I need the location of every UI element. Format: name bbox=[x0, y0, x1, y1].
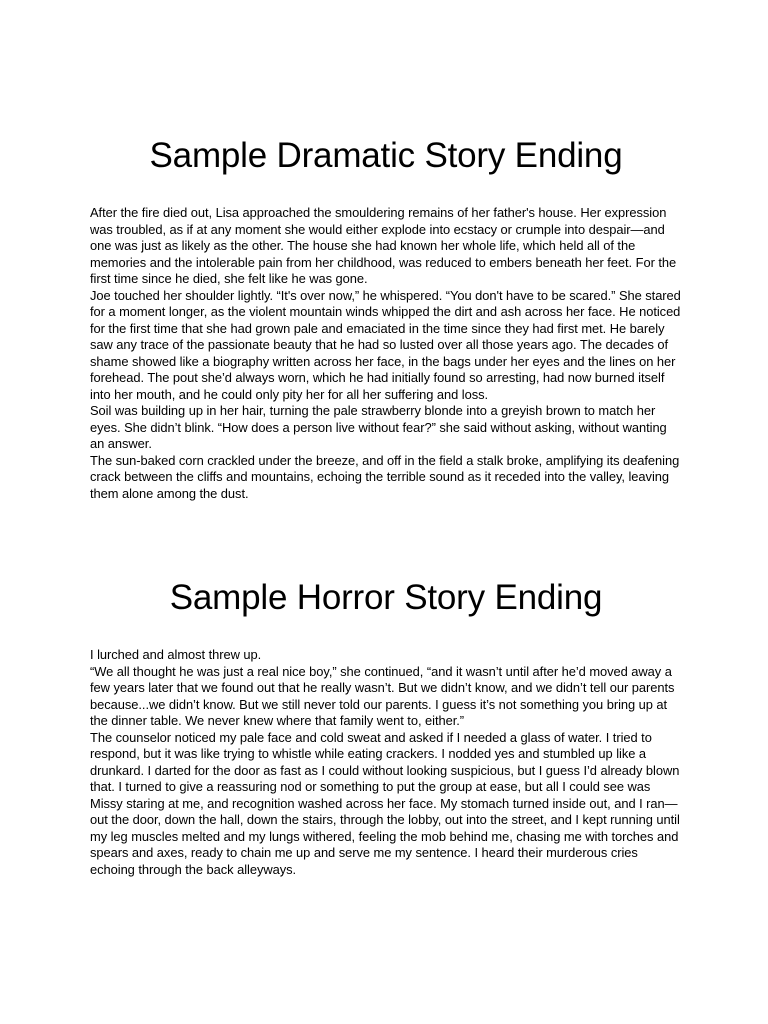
paragraph: Joe touched her shoulder lightly. “It's over now,” he whispered. “You don't have to be scared.” She stared for a moment longer, as the violent mountain winds whipped the dirt and ash across her face. He noticed for the first time that she had grown pale and emaciated in the time since they had first met. He barely saw any trace of the passionate beauty that he had so lusted over all those years ago. The decades of shame showed like a biography written across her face, in the bags under her eyes and the lines on her forehead. The pout she’d always worn, which he had initially found so arresting, had now burned itself into her mouth, and he could only pity her for all her suffering and loss. bbox=[90, 287, 681, 402]
paragraph: The counselor noticed my pale face and cold sweat and asked if I needed a glass of water. I tried to respond, but it was like trying to whistle while eating crackers. I nodded yes and stumbled up like a drunkard. I darted for the door as fast as I could without looking suspicious, but I guess I’d already blown that. I turned to give a reassuring nod or something to put the group at ease, but all I could see was Missy staring at me, and recognition washed across her face. My stomach turned inside out, and I ran—out the door, down the hall, down the stairs, through the lobby, out into the street, and I kept running until my leg muscles melted and my lungs withered, feeling the mob behind me, chasing me with torches and spears and axes, ready to chain me up and serve me my sentence. I heard their murderous cries echoing through the back alleyways. bbox=[90, 729, 680, 877]
horror-ending-section bbox=[90, 578, 682, 878]
paragraph: After the fire died out, Lisa approached the smouldering remains of her father's house. Her expression was troubled, as if at any moment she would either explode into ecstacy or crumple into despair—and one was just as likely as the other. The house she had known her whole life, which held all of the memories and the intolerable pain from her childhood, was reduced to embers beneath her feet. For the first time since he died, she felt like he was gone. bbox=[90, 205, 677, 286]
paragraph: I lurched and almost threw up. bbox=[90, 647, 262, 662]
paragraph: “We all thought he was just a real nice boy,” she continued, “and it wasn’t until after he’d moved away a few years later that we found out that he really wasn’t. But we didn’t know, and we didn’t tell our parents because...we didn’t know. But we still never told our parents. I guess it’s not something you bring up at the dinner table. We never knew where that family went to, either.” bbox=[90, 663, 675, 728]
dramatic-ending-section bbox=[90, 136, 682, 502]
paragraph: Soil was building up in her hair, turning the pale strawberry blonde into a greyish brown to match her eyes. She didn’t blink. “How does a person live without fear?” she said without asking, without wanting an answer. bbox=[90, 403, 667, 451]
paragraph: The sun-baked corn crackled under the breeze, and off in the field a stalk broke, amplifying its deafening crack between the cliffs and mountains, echoing the terrible sound as it receded into the valley, leaving them alone among the dust. bbox=[90, 452, 680, 501]
section-title: Sample Dramatic Story Ending bbox=[149, 136, 623, 175]
section-title: Sample Horror Story Ending bbox=[169, 578, 603, 617]
